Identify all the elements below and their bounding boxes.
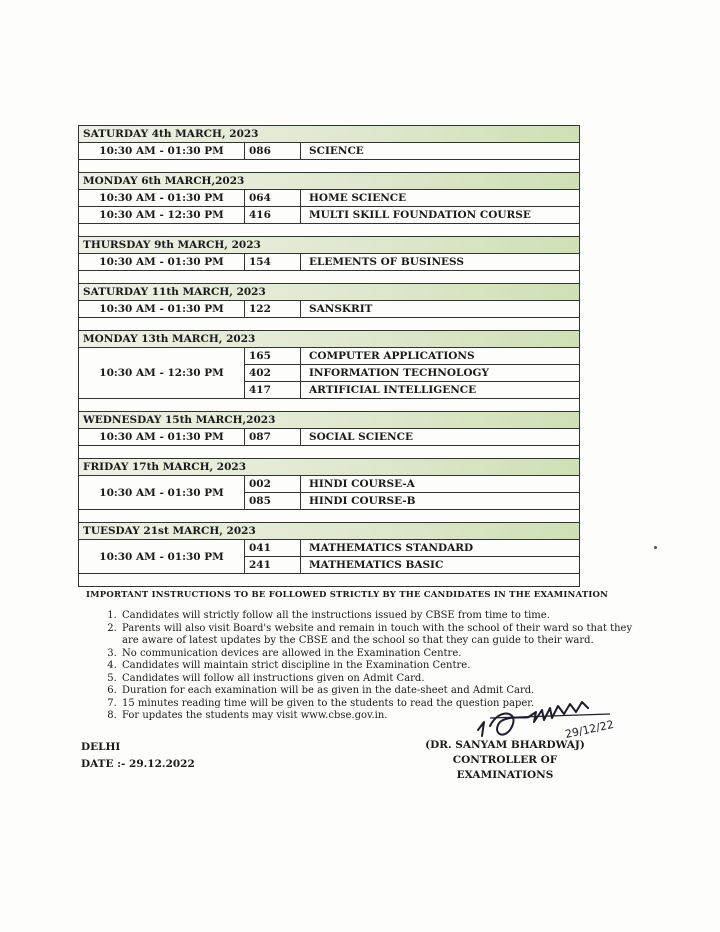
subject-row bbox=[245, 381, 579, 398]
subject-code: 154 bbox=[245, 254, 301, 270]
subject-name: ARTIFICIAL INTELLIGENCE bbox=[309, 384, 477, 396]
exam-time: 10:30 AM - 01:30 PM bbox=[79, 254, 245, 270]
subject-name: HOME SCIENCE bbox=[309, 192, 407, 204]
subject-list bbox=[245, 143, 579, 159]
exam-date-header: MONDAY 13th MARCH, 2023 bbox=[79, 331, 579, 348]
subject-row bbox=[245, 429, 579, 445]
exam-time: 10:30 AM - 12:30 PM bbox=[79, 348, 245, 398]
subject-code: 165 bbox=[245, 348, 301, 364]
subject-code: 122 bbox=[245, 301, 301, 317]
subject-row bbox=[245, 143, 579, 159]
date-sheet-table bbox=[78, 125, 580, 587]
scan-speck bbox=[654, 546, 657, 549]
day-spacer bbox=[79, 224, 579, 237]
signature-date: 29/12/22 bbox=[563, 717, 615, 741]
subject-row bbox=[245, 476, 579, 492]
subject-name: SOCIAL SCIENCE bbox=[309, 431, 413, 443]
exam-slot-row bbox=[79, 476, 579, 510]
place-label: DELHI bbox=[81, 741, 121, 753]
instruction-item: 6. Duration for each examination will be as given in the date-sheet and Admit Card. bbox=[120, 685, 646, 698]
subject-list bbox=[245, 429, 579, 445]
subject-list bbox=[245, 207, 579, 223]
subject-name: MULTI SKILL FOUNDATION COURSE bbox=[309, 209, 531, 221]
day-spacer bbox=[79, 160, 579, 173]
subject-list bbox=[245, 190, 579, 206]
day-spacer bbox=[79, 510, 579, 523]
instruction-item: 5. Candidates will follow all instructions given on Admit Card. bbox=[120, 673, 646, 686]
subject-name: SANSKRIT bbox=[309, 303, 373, 315]
subject-code: 402 bbox=[245, 365, 301, 381]
subject-row bbox=[245, 348, 579, 364]
exam-date-header: THURSDAY 9th MARCH, 2023 bbox=[79, 237, 579, 254]
instruction-item: 8. For updates the students may visit www.cbse.gov.in. bbox=[120, 710, 646, 723]
signatory-block bbox=[410, 738, 600, 783]
subject-list bbox=[245, 540, 579, 573]
exam-time: 10:30 AM - 01:30 PM bbox=[79, 429, 245, 445]
subject-name: ELEMENTS OF BUSINESS bbox=[309, 256, 464, 268]
subject-name: MATHEMATICS STANDARD bbox=[309, 542, 474, 554]
exam-slot-row bbox=[79, 207, 579, 224]
exam-time: 10:30 AM - 12:30 PM bbox=[79, 207, 245, 223]
instruction-item: 2. Parents will also visit Board's website and remain in touch with the school of their ward so that they are aware of latest updates by the CBSE and the school so that they can guide to their ward. bbox=[120, 623, 646, 648]
subject-code: 241 bbox=[245, 557, 301, 573]
subject-name: HINDI COURSE-A bbox=[309, 478, 415, 490]
subject-list bbox=[245, 254, 579, 270]
subject-code: 417 bbox=[245, 382, 301, 398]
exam-date-header: FRIDAY 17th MARCH, 2023 bbox=[79, 459, 579, 476]
subject-code: 041 bbox=[245, 540, 301, 556]
subject-code: 086 bbox=[245, 143, 301, 159]
subject-row bbox=[245, 207, 579, 223]
day-spacer bbox=[79, 318, 579, 331]
exam-time: 10:30 AM - 01:30 PM bbox=[79, 190, 245, 206]
signatory-name: (DR. SANYAM BHARDWAJ) bbox=[425, 739, 585, 751]
subject-name: SCIENCE bbox=[309, 145, 364, 157]
subject-code: 064 bbox=[245, 190, 301, 206]
exam-date-header: SATURDAY 11th MARCH, 2023 bbox=[79, 284, 579, 301]
subject-row bbox=[245, 254, 579, 270]
subject-code: 002 bbox=[245, 476, 301, 492]
exam-time: 10:30 AM - 01:30 PM bbox=[79, 540, 245, 573]
instruction-item: 4. Candidates will maintain strict discipline in the Examination Centre. bbox=[120, 660, 646, 673]
subject-name: INFORMATION TECHNOLOGY bbox=[309, 367, 489, 379]
exam-slot-row bbox=[79, 301, 579, 318]
exam-date-header: MONDAY 6th MARCH,2023 bbox=[79, 173, 579, 190]
instruction-item: 1. Candidates will strictly follow all the instructions issued by CBSE from time to time. bbox=[120, 610, 646, 623]
subject-row bbox=[245, 301, 579, 317]
exam-slot-row bbox=[79, 254, 579, 271]
exam-time: 10:30 AM - 01:30 PM bbox=[79, 143, 245, 159]
subject-code: 416 bbox=[245, 207, 301, 223]
exam-date-header: TUESDAY 21st MARCH, 2023 bbox=[79, 523, 579, 540]
instructions-title: IMPORTANT INSTRUCTIONS TO BE FOLLOWED STRICTLY BY THE CANDIDATES IN THE EXAMINATION bbox=[86, 590, 609, 600]
exam-slot-row bbox=[79, 143, 579, 160]
subject-row bbox=[245, 190, 579, 206]
exam-slot-row bbox=[79, 348, 579, 399]
day-spacer bbox=[79, 271, 579, 284]
subject-name: HINDI COURSE-B bbox=[309, 495, 416, 507]
exam-slot-row bbox=[79, 540, 579, 574]
subject-list bbox=[245, 301, 579, 317]
subject-row bbox=[245, 540, 579, 556]
signatory-title: CONTROLLER OF EXAMINATIONS bbox=[452, 754, 558, 781]
subject-row bbox=[245, 364, 579, 381]
day-spacer bbox=[79, 574, 579, 587]
exam-slot-row bbox=[79, 429, 579, 446]
exam-time: 10:30 AM - 01:30 PM bbox=[79, 301, 245, 317]
exam-time: 10:30 AM - 01:30 PM bbox=[79, 476, 245, 509]
instruction-item: 3. No communication devices are allowed in the Examination Centre. bbox=[120, 648, 646, 661]
instruction-item: 7. 15 minutes reading time will be given to the students to read the question paper. bbox=[120, 698, 646, 711]
subject-list bbox=[245, 348, 579, 398]
exam-date-header: WEDNESDAY 15th MARCH,2023 bbox=[79, 412, 579, 429]
subject-row bbox=[245, 492, 579, 509]
subject-name: MATHEMATICS BASIC bbox=[309, 559, 444, 571]
subject-code: 087 bbox=[245, 429, 301, 445]
subject-row bbox=[245, 556, 579, 573]
exam-slot-row bbox=[79, 190, 579, 207]
place-date-block bbox=[81, 739, 195, 773]
exam-date-header: SATURDAY 4th MARCH, 2023 bbox=[79, 126, 579, 143]
subject-list bbox=[245, 476, 579, 509]
issue-date: DATE :- 29.12.2022 bbox=[81, 758, 195, 770]
day-spacer bbox=[79, 446, 579, 459]
day-spacer bbox=[79, 399, 579, 412]
subject-code: 085 bbox=[245, 493, 301, 509]
subject-name: COMPUTER APPLICATIONS bbox=[309, 350, 475, 362]
